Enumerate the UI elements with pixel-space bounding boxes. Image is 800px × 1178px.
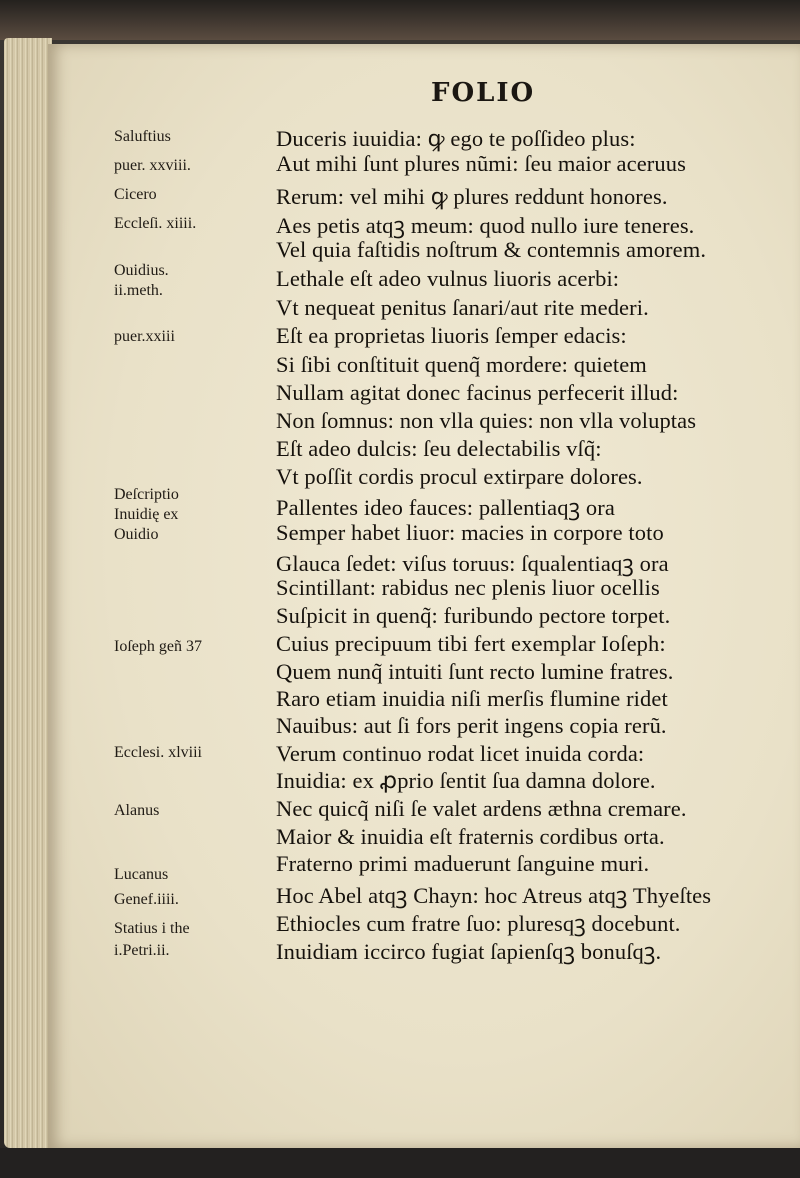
verse-line: Cuius precipuum tibi fert exemplar Ioſeph: bbox=[276, 631, 666, 656]
verse-line: Vel quia faſtidis noſtrum & contemnis amorem. bbox=[276, 237, 707, 262]
verse-line: Glauca ſedet: viſus toruus: ſqualentiaqꝫ ora bbox=[276, 551, 669, 576]
margin-note: puer.xxiii bbox=[114, 328, 175, 345]
verse-line: Nec quicq̃ niſi ſe valet ardens æthna cremare. bbox=[276, 796, 687, 821]
verse-line: Semper habet liuor: macies in corpore toto bbox=[276, 520, 664, 545]
verse-line: Hoc Abel atqꝫ Chayn: hoc Atreus atqꝫ Thyeſtes bbox=[276, 883, 712, 908]
verse-line: Vt poſſit cordis procul extirpare dolores. bbox=[276, 464, 643, 489]
margin-note: Inuidię ex bbox=[114, 506, 179, 523]
margin-note: Alanus bbox=[114, 802, 160, 819]
margin-note: Lucanus bbox=[114, 866, 169, 883]
book-page bbox=[48, 44, 800, 1148]
margin-note: ii.meth. bbox=[114, 282, 163, 299]
verse-line: Aut mihi ſunt plures nũmi: ſeu maior aceruus bbox=[276, 151, 686, 176]
verse-line: Nauibus: aut ſi fors perit ingens copia rerũ. bbox=[276, 713, 667, 738]
verse-line: Nullam agitat donec facinus perfecerit illud: bbox=[276, 380, 679, 405]
margin-note: Eccleſi. xiiii. bbox=[114, 215, 197, 232]
bottom-shadow bbox=[0, 1148, 800, 1178]
margin-note: Cicero bbox=[114, 186, 157, 203]
verse-line: Raro etiam inuidia niſi merſis flumine ridet bbox=[276, 686, 668, 711]
verse-line: Duceris iuuidia: ꝙ ego te poſſideo plus: bbox=[276, 126, 636, 151]
margin-note: Ecclesi. xlviii bbox=[114, 744, 202, 761]
margin-note: puer. xxviii. bbox=[114, 157, 191, 174]
verse-line: Ethiocles cum fratre ſuo: pluresqꝫ docebunt. bbox=[276, 911, 681, 936]
verse-line: Eſt ea proprietas liuoris ſemper edacis: bbox=[276, 323, 627, 348]
verse-line: Si ſibi conſtituit quenq̃ mordere: quietem bbox=[276, 352, 647, 377]
book-binding bbox=[0, 0, 800, 40]
verse-line: Maior & inuidia eſt fraternis cordibus orta. bbox=[276, 824, 665, 849]
folio-header: FOLIO bbox=[431, 78, 536, 108]
verse-line: Non ſomnus: non vlla quies: non vlla voluptas bbox=[276, 408, 697, 433]
margin-note: Statius i the bbox=[114, 920, 190, 937]
verse-line: Vt nequeat penitus ſanari/aut rite mederi. bbox=[276, 295, 649, 320]
margin-note: Saluftius bbox=[114, 128, 171, 145]
verse-line: Aes petis atqꝫ meum: quod nullo iure teneres. bbox=[276, 213, 695, 238]
margin-note: Ouidius. bbox=[114, 262, 169, 279]
margin-note: Genef.iiii. bbox=[114, 891, 179, 908]
margin-note: i.Petri.ii. bbox=[114, 942, 170, 959]
verse-line: Verum continuo rodat licet inuida corda: bbox=[276, 741, 645, 766]
page-edges bbox=[4, 38, 52, 1148]
verse-line: Fraterno primi maduerunt ſanguine muri. bbox=[276, 851, 650, 876]
verse-line: Pallentes ideo fauces: pallentiaqꝫ ora bbox=[276, 495, 615, 520]
margin-note: Ouidio bbox=[114, 526, 159, 543]
verse-line: Inuidia: ex ꝓprio ſentit ſua damna dolore. bbox=[276, 768, 656, 793]
verse-line: Rerum: vel mihi ꝙ plures reddunt honores. bbox=[276, 184, 668, 209]
verse-line: Inuidiam iccirco fugiat ſapienſqꝫ bonuſqꝫ. bbox=[276, 939, 662, 964]
verse-line: Quem nunq̃ intuiti ſunt recto lumine fratres. bbox=[276, 659, 674, 684]
margin-note: Deſcriptio bbox=[114, 486, 179, 503]
verse-line: Eſt adeo dulcis: ſeu delectabilis vſq̃: bbox=[276, 436, 602, 461]
verse-line: Scintillant: rabidus nec plenis liuor ocellis bbox=[276, 575, 660, 600]
margin-note: Ioſeph geñ 37 bbox=[114, 638, 202, 655]
verse-line: Suſpicit in quenq̃: furibundo pectore torpet. bbox=[276, 603, 671, 628]
verse-line: Lethale eſt adeo vulnus liuoris acerbi: bbox=[276, 266, 620, 291]
